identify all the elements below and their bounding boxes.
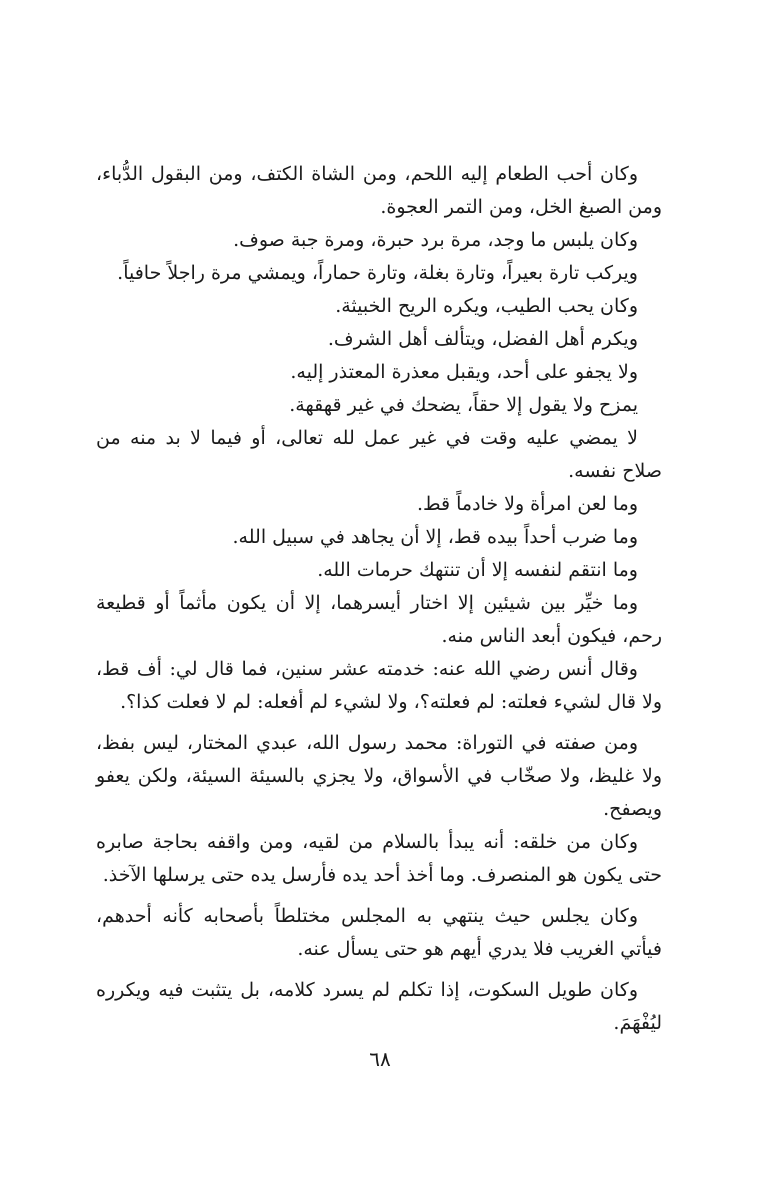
paragraph: [96, 158, 662, 224]
paragraph: [96, 826, 662, 892]
text-line: وما ضرب أحداً بيده قط، إلا أن يجاهد في سبيل الله.: [232, 526, 638, 548]
text-line: يمزح ولا يقول إلا حقاً، يضحك في غير قهقهة.: [289, 394, 638, 416]
text-line: وما خيِّر بين شيئين إلا اختار أيسرهما، إلا أن يكون مأثماً أو قطيعة: [96, 592, 638, 614]
paragraph: [96, 727, 662, 826]
paragraph: [96, 356, 662, 389]
text-line: فيأتي الغريب فلا يدري أيهم هو حتى يسأل عنه.: [297, 938, 662, 960]
paragraph: [96, 653, 662, 719]
paragraph: [96, 900, 662, 966]
text-line: ويركب تارة بعيراً، وتارة بغلة، وتارة حماراً، ويمشي مرة راجلاً حافياً.: [117, 262, 638, 284]
text-line: ومن الصبغ الخل، ومن التمر العجوة.: [380, 196, 662, 218]
text-line: حتى يكون هو المنصرف. وما أخذ أحد يده فأرسل يده حتى يرسلها الآخذ.: [102, 864, 662, 886]
text-line: رحم، فيكون أبعد الناس منه.: [441, 625, 662, 647]
paragraph: [96, 389, 662, 422]
paragraph: [96, 257, 662, 290]
paragraph: [96, 422, 662, 488]
page-body: [96, 158, 662, 1040]
text-line: صلاح نفسه.: [568, 460, 662, 482]
text-line: ويكرم أهل الفضل، ويتألف أهل الشرف.: [327, 328, 638, 350]
text-line: وما انتقم لنفسه إلا أن تنتهك حرمات الله.: [317, 559, 638, 581]
paragraph: [96, 224, 662, 257]
paragraph: [96, 587, 662, 653]
paragraph: [96, 974, 662, 1040]
text-line: ولا يجفو على أحد، ويقبل معذرة المعتذر إليه.: [290, 361, 638, 383]
text-line: ولا قال لشيء فعلته: لم فعلته؟، ولا لشيء لم أفعله: لم لا فعلت كذا؟.: [120, 691, 662, 713]
paragraph: [96, 290, 662, 323]
text-line: وكان يلبس ما وجد، مرة برد حبرة، ومرة جبة صوف.: [233, 229, 638, 251]
text-line: وكان يجلس حيث ينتهي به المجلس مختلطاً بأصحابه كأنه أحدهم،: [96, 905, 638, 927]
text-line: ويصفح.: [603, 798, 662, 820]
text-line: وكان طويل السكوت، إذا تكلم لم يسرد كلامه، بل يتثبت فيه ويكرره: [96, 979, 638, 1001]
text-line: وقال أنس رضي الله عنه: خدمته عشر سنين، فما قال لي: أف قط،: [96, 658, 638, 680]
text-line: ليُفْهَمَ.: [613, 1012, 662, 1034]
paragraph: [96, 554, 662, 587]
text-line: وكان أحب الطعام إليه اللحم، ومن الشاة الكتف، ومن البقول الدُّباء،: [96, 163, 638, 185]
text-line: وما لعن امرأة ولا خادماً قط.: [416, 493, 638, 515]
text-line: لا يمضي عليه وقت في غير عمل لله تعالى، أو فيما لا بد منه من: [96, 427, 638, 449]
paragraph: [96, 323, 662, 356]
text-line: ومن صفته في التوراة: محمد رسول الله، عبدي المختار، ليس بفظ،: [96, 732, 638, 754]
paragraph: [96, 488, 662, 521]
page-number: ٦٨: [369, 1047, 391, 1071]
text-line: وكان من خلقه: أنه يبدأ بالسلام من لقيه، ومن واقفه بحاجة صابره: [96, 831, 638, 853]
text-line: وكان يحب الطيب، ويكره الريح الخبيثة.: [335, 295, 638, 317]
text-line: ولا غليظ، ولا صخّاب في الأسواق، ولا يجزي بالسيئة السيئة، ولكن يعفو: [96, 765, 662, 787]
paragraph: [96, 521, 662, 554]
